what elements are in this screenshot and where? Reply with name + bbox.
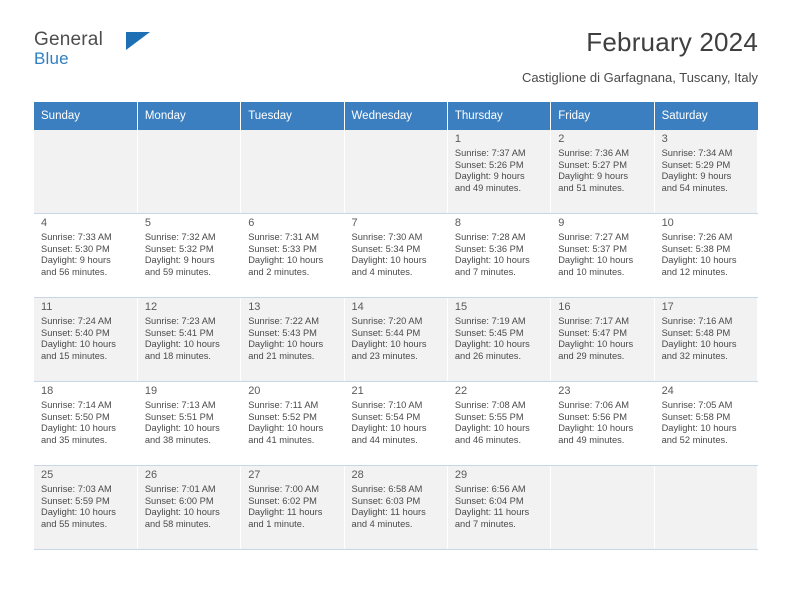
sunset-text: Sunset: 5:27 PM <box>558 159 627 170</box>
calendar-day-cell <box>551 130 654 214</box>
day-number: 8 <box>454 217 461 229</box>
calendar-week-row <box>34 466 758 550</box>
daylight-text: Daylight: 9 hours <box>41 255 111 266</box>
calendar-day-cell <box>137 214 240 298</box>
calendar-day-cell <box>551 214 654 298</box>
sunrise-text: Sunrise: 7:36 AM <box>558 148 630 158</box>
sunrise-text: Sunrise: 7:16 AM <box>661 316 733 326</box>
sunset-text: Sunset: 5:52 PM <box>248 411 317 422</box>
calendar-empty-cell <box>551 466 654 550</box>
sunset-text: Sunset: 6:02 PM <box>248 495 317 506</box>
day-number: 15 <box>454 301 468 313</box>
day-number: 21 <box>351 385 364 397</box>
daylight-text: Daylight: 10 hours <box>248 255 324 266</box>
calendar-empty-cell <box>34 130 137 214</box>
daylight-text: and 44 minutes. <box>351 434 418 445</box>
daylight-text: and 58 minutes. <box>144 518 211 529</box>
daylight-text: Daylight: 10 hours <box>454 255 530 266</box>
sunrise-text: Sunrise: 7:30 AM <box>351 232 423 242</box>
sunset-text: Sunset: 5:43 PM <box>248 327 317 338</box>
sunset-text: Sunset: 5:34 PM <box>351 243 421 254</box>
calendar-day-cell <box>137 382 240 466</box>
sunrise-text: Sunrise: 7:31 AM <box>248 232 319 242</box>
sunrise-text: Sunrise: 7:32 AM <box>144 232 216 242</box>
calendar-day-cell <box>241 382 344 466</box>
sunset-text: Sunset: 5:29 PM <box>661 159 731 170</box>
calendar-day-cell <box>34 214 137 298</box>
daylight-text: and 29 minutes. <box>558 350 625 361</box>
weekday-header-saturday: Saturday <box>654 102 757 130</box>
daylight-text: Daylight: 10 hours <box>41 507 116 518</box>
calendar-day-cell <box>344 214 447 298</box>
sunset-text: Sunset: 5:26 PM <box>454 159 524 170</box>
calendar-day-cell <box>34 382 137 466</box>
sunset-text: Sunset: 5:44 PM <box>351 327 421 338</box>
calendar-empty-cell <box>137 130 240 214</box>
day-number: 6 <box>248 217 255 229</box>
day-number: 28 <box>351 469 364 481</box>
calendar-day-cell <box>344 466 447 550</box>
sunrise-text: Sunrise: 7:14 AM <box>41 400 112 410</box>
daylight-text: Daylight: 10 hours <box>144 423 220 434</box>
daylight-text: Daylight: 9 hours <box>558 171 628 182</box>
sunrise-text: Sunrise: 7:13 AM <box>144 400 216 410</box>
day-number: 19 <box>144 385 158 397</box>
daylight-text: and 54 minutes. <box>661 182 728 193</box>
sunrise-text: Sunrise: 7:37 AM <box>454 148 526 158</box>
calendar-day-cell <box>34 298 137 382</box>
sunrise-text: Sunrise: 7:11 AM <box>248 400 319 410</box>
sunrise-text: Sunrise: 7:27 AM <box>558 232 630 242</box>
logo <box>34 26 184 68</box>
calendar-day-cell <box>551 298 654 382</box>
calendar-day-cell <box>137 466 240 550</box>
daylight-text: Daylight: 9 hours <box>144 255 215 266</box>
daylight-text: and 2 minutes. <box>248 266 310 277</box>
day-number: 7 <box>351 217 358 229</box>
day-number: 16 <box>558 301 571 313</box>
calendar-day-cell <box>344 382 447 466</box>
calendar-day-cell <box>137 298 240 382</box>
daylight-text: and 51 minutes. <box>558 182 625 193</box>
day-number: 1 <box>454 133 461 145</box>
daylight-text: Daylight: 10 hours <box>661 423 737 434</box>
sunrise-text: Sunrise: 7:23 AM <box>144 316 216 326</box>
daylight-text: and 4 minutes. <box>351 518 413 529</box>
day-number: 29 <box>454 469 468 481</box>
daylight-text: Daylight: 10 hours <box>661 255 737 266</box>
day-number: 2 <box>558 133 565 145</box>
calendar-day-cell <box>34 466 137 550</box>
daylight-text: and 18 minutes. <box>144 350 211 361</box>
daylight-text: and 26 minutes. <box>454 350 522 361</box>
calendar-day-cell <box>447 130 550 214</box>
sunset-text: Sunset: 5:59 PM <box>41 495 110 506</box>
sunset-text: Sunset: 5:38 PM <box>661 243 731 254</box>
daylight-text: and 52 minutes. <box>661 434 728 445</box>
calendar-day-cell <box>447 214 550 298</box>
sunset-text: Sunset: 5:45 PM <box>454 327 524 338</box>
calendar-week-row <box>34 214 758 298</box>
calendar-day-cell <box>447 466 550 550</box>
sunrise-text: Sunrise: 7:17 AM <box>558 316 630 326</box>
daylight-text: Daylight: 10 hours <box>248 339 324 350</box>
day-number: 4 <box>41 217 48 229</box>
daylight-text: Daylight: 10 hours <box>41 423 116 434</box>
weekday-header-thursday: Thursday <box>447 102 550 130</box>
daylight-text: and 55 minutes. <box>41 518 108 529</box>
day-number: 20 <box>248 385 261 397</box>
sunrise-text: Sunrise: 7:06 AM <box>558 400 630 410</box>
sunrise-text: Sunrise: 7:22 AM <box>248 316 319 326</box>
daylight-text: Daylight: 9 hours <box>454 171 525 182</box>
daylight-text: and 7 minutes. <box>454 266 516 277</box>
daylight-text: and 32 minutes. <box>661 350 728 361</box>
sunrise-text: Sunrise: 7:34 AM <box>661 148 733 158</box>
daylight-text: Daylight: 9 hours <box>661 171 732 182</box>
sunrise-sunset-calendar-table <box>34 102 758 550</box>
daylight-text: and 41 minutes. <box>248 434 315 445</box>
weekday-header-sunday: Sunday <box>34 102 137 130</box>
daylight-text: Daylight: 10 hours <box>661 339 737 350</box>
daylight-text: and 38 minutes. <box>144 434 211 445</box>
weekday-header-wednesday: Wednesday <box>344 102 447 130</box>
sunrise-text: Sunrise: 7:08 AM <box>454 400 526 410</box>
sunrise-text: Sunrise: 7:24 AM <box>41 316 112 326</box>
weekday-header-monday: Monday <box>137 102 240 130</box>
daylight-text: Daylight: 10 hours <box>558 255 634 266</box>
calendar-week-row <box>34 382 758 466</box>
sunset-text: Sunset: 5:40 PM <box>41 327 110 338</box>
calendar-empty-cell <box>241 130 344 214</box>
daylight-text: and 46 minutes. <box>454 434 522 445</box>
sunset-text: Sunset: 6:04 PM <box>454 495 524 506</box>
day-number: 11 <box>41 301 53 313</box>
daylight-text: and 4 minutes. <box>351 266 413 277</box>
location-subtitle: Castiglione di Garfagnana, Tuscany, Italy <box>521 70 758 85</box>
day-number: 10 <box>661 217 674 229</box>
daylight-text: and 12 minutes. <box>661 266 728 277</box>
day-number: 14 <box>351 301 364 313</box>
sunrise-text: Sunrise: 7:00 AM <box>248 484 319 494</box>
daylight-text: Daylight: 10 hours <box>558 339 634 350</box>
sunset-text: Sunset: 6:00 PM <box>144 495 214 506</box>
calendar-week-row <box>34 298 758 382</box>
calendar-empty-cell <box>654 466 757 550</box>
day-number: 23 <box>558 385 571 397</box>
sunset-text: Sunset: 6:03 PM <box>351 495 421 506</box>
calendar-day-cell <box>551 382 654 466</box>
daylight-text: and 23 minutes. <box>351 350 418 361</box>
day-number: 24 <box>661 385 674 397</box>
daylight-text: and 10 minutes. <box>558 266 625 277</box>
daylight-text: Daylight: 10 hours <box>454 423 530 434</box>
daylight-text: Daylight: 10 hours <box>351 255 427 266</box>
sunset-text: Sunset: 5:47 PM <box>558 327 627 338</box>
sunset-text: Sunset: 5:37 PM <box>558 243 627 254</box>
daylight-text: Daylight: 10 hours <box>41 339 116 350</box>
daylight-text: and 15 minutes. <box>41 350 108 361</box>
sunrise-text: Sunrise: 7:03 AM <box>41 484 112 494</box>
sunset-text: Sunset: 5:50 PM <box>41 411 110 422</box>
calendar-week-row <box>34 130 758 214</box>
sunset-text: Sunset: 5:36 PM <box>454 243 524 254</box>
daylight-text: Daylight: 10 hours <box>351 339 427 350</box>
calendar-day-cell <box>344 298 447 382</box>
sunrise-text: Sunrise: 6:58 AM <box>351 484 423 494</box>
daylight-text: Daylight: 10 hours <box>351 423 427 434</box>
day-number: 13 <box>248 301 261 313</box>
daylight-text: and 1 minute. <box>248 518 305 529</box>
sunset-text: Sunset: 5:51 PM <box>144 411 214 422</box>
day-number: 12 <box>144 301 158 313</box>
day-number: 22 <box>454 385 468 397</box>
calendar-empty-cell <box>344 130 447 214</box>
sunset-text: Sunset: 5:55 PM <box>454 411 524 422</box>
sunrise-text: Sunrise: 7:33 AM <box>41 232 112 242</box>
sunrise-text: Sunrise: 6:56 AM <box>454 484 526 494</box>
calendar-day-cell <box>447 382 550 466</box>
day-number: 26 <box>144 469 158 481</box>
weekday-header-row <box>34 102 758 130</box>
daylight-text: Daylight: 10 hours <box>248 423 324 434</box>
daylight-text: and 7 minutes. <box>454 518 516 529</box>
calendar-day-cell <box>654 130 757 214</box>
daylight-text: and 49 minutes. <box>558 434 625 445</box>
daylight-text: and 21 minutes. <box>248 350 315 361</box>
title-block <box>522 26 758 86</box>
daylight-text: and 59 minutes. <box>144 266 211 277</box>
sunrise-text: Sunrise: 7:28 AM <box>454 232 526 242</box>
logo-blue-text: Blue <box>34 49 69 68</box>
day-number: 17 <box>661 301 674 313</box>
sunset-text: Sunset: 5:30 PM <box>41 243 110 254</box>
day-number: 3 <box>661 133 668 145</box>
sunset-text: Sunset: 5:54 PM <box>351 411 421 422</box>
daylight-text: and 35 minutes. <box>41 434 108 445</box>
sunrise-text: Sunrise: 7:19 AM <box>454 316 526 326</box>
blue-triangle-flag-icon <box>126 32 150 50</box>
daylight-text: Daylight: 10 hours <box>144 339 220 350</box>
calendar-day-cell <box>654 214 757 298</box>
calendar-day-cell <box>241 466 344 550</box>
calendar-day-cell <box>241 298 344 382</box>
sunrise-text: Sunrise: 7:10 AM <box>351 400 423 410</box>
daylight-text: Daylight: 11 hours <box>454 507 530 518</box>
day-number: 27 <box>248 469 261 481</box>
sunrise-text: Sunrise: 7:26 AM <box>661 232 733 242</box>
sunset-text: Sunset: 5:58 PM <box>661 411 731 422</box>
sunrise-text: Sunrise: 7:01 AM <box>144 484 216 494</box>
day-number: 25 <box>41 469 54 481</box>
weekday-header-tuesday: Tuesday <box>241 102 344 130</box>
daylight-text: and 49 minutes. <box>454 182 522 193</box>
logo-general-text: General <box>34 29 103 50</box>
sunset-text: Sunset: 5:32 PM <box>144 243 214 254</box>
sunset-text: Sunset: 5:48 PM <box>661 327 731 338</box>
daylight-text: Daylight: 10 hours <box>454 339 530 350</box>
sunset-text: Sunset: 5:33 PM <box>248 243 317 254</box>
calendar-day-cell <box>654 382 757 466</box>
sunrise-text: Sunrise: 7:20 AM <box>351 316 423 326</box>
day-number: 18 <box>41 385 54 397</box>
daylight-text: Daylight: 11 hours <box>248 507 323 518</box>
daylight-text: Daylight: 10 hours <box>558 423 634 434</box>
daylight-text: Daylight: 10 hours <box>144 507 220 518</box>
sunset-text: Sunset: 5:56 PM <box>558 411 627 422</box>
daylight-text: and 56 minutes. <box>41 266 108 277</box>
page-title: February 2024 <box>586 27 758 57</box>
calendar-day-cell <box>447 298 550 382</box>
sunset-text: Sunset: 5:41 PM <box>144 327 214 338</box>
daylight-text: Daylight: 11 hours <box>351 507 426 518</box>
day-number: 9 <box>558 217 565 229</box>
day-number: 5 <box>144 217 151 229</box>
sunrise-text: Sunrise: 7:05 AM <box>661 400 733 410</box>
calendar-day-cell <box>241 214 344 298</box>
weekday-header-friday: Friday <box>551 102 654 130</box>
page-header <box>34 26 758 92</box>
calendar-day-cell <box>654 298 757 382</box>
